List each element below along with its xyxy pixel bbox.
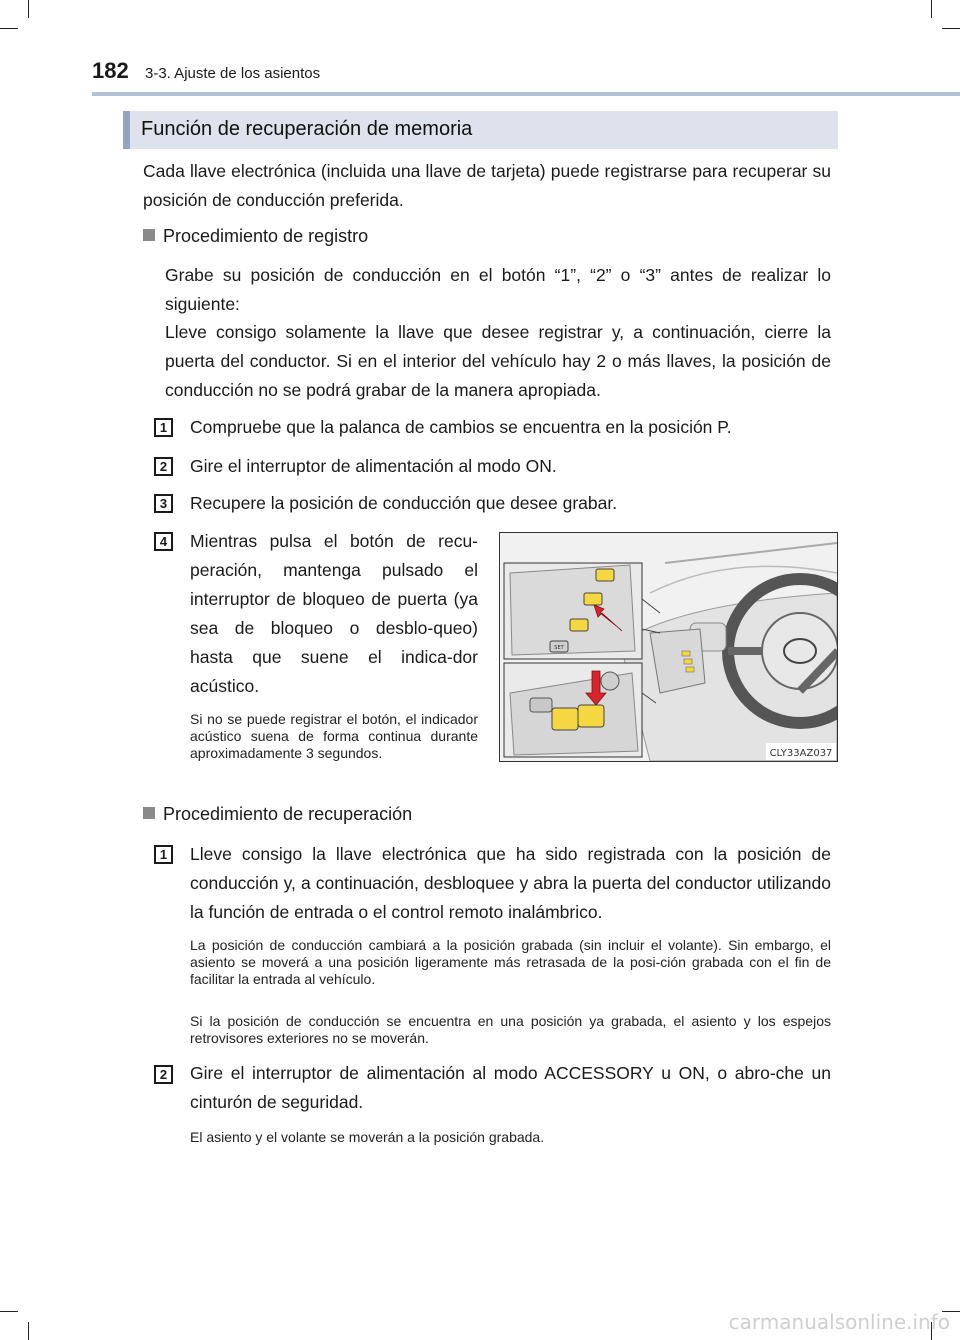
figure-code: CLY33AZ037 <box>769 748 833 759</box>
recuperacion-note-2: Si la posición de conducción se encuentra en una posición ya grabada, el asiento y los espejos retrovisores exteriores no se moverán. <box>190 1013 831 1046</box>
registro-paragraph-1: Grabe su posición de conducción en el botón “1”, “2” o “3” antes de realizar lo siguiente: <box>165 265 831 314</box>
memory-button-1 <box>596 569 614 581</box>
step-badge: 3 <box>154 494 173 513</box>
subheading-text: Procedimiento de registro <box>163 226 369 246</box>
door-unlock-switch <box>578 705 604 727</box>
crop-mark <box>28 0 29 18</box>
memory-button-2 <box>584 593 602 605</box>
step-badge: 2 <box>154 1065 173 1084</box>
registro-paragraph-2: Lleve consigo solamente la llave que desee registrar y, a continuación, cierre la puerta del conductor. Si en el interior del vehículo hay 2 o más llaves, la posición de conducción no se podrá grabar de la manera apropiada. <box>165 322 831 400</box>
section-title-mark <box>123 111 130 149</box>
crop-mark <box>931 0 932 18</box>
crop-mark <box>942 28 960 29</box>
set-button-label: SET <box>554 645 564 651</box>
watermark: carmanualsonline.info <box>728 1310 950 1334</box>
door-lock-switch <box>552 708 578 730</box>
door-switch-figure <box>499 532 838 762</box>
step-badge: 1 <box>154 418 173 437</box>
step-text: Gire el interruptor de alimentación al modo ON. <box>190 456 557 476</box>
door-switch-illustration <box>500 533 837 761</box>
crop-mark <box>0 1311 18 1312</box>
square-bullet-icon <box>143 807 155 819</box>
registro-note: Si no se puede registrar el botón, el indicador acústico suena de forma continua durante aproximadamente 3 segundos. <box>190 711 478 761</box>
section-title-bar <box>123 111 838 149</box>
page-number: 182 <box>92 58 129 83</box>
step-text: Mientras pulsa el botón de recu-peración, mantenga pulsado el interruptor de bloqueo de puerta (ya sea de bloqueo o desblo-queo) hasta que suene el indica-dor acústico. <box>190 531 478 696</box>
section-header: 3-3. Ajuste de los asientos <box>145 65 321 82</box>
subheading-text: Procedimiento de recuperación <box>163 804 413 824</box>
section-title: Función de recuperación de memoria <box>141 118 473 140</box>
memory-button-3 <box>570 619 588 631</box>
square-bullet-icon <box>143 229 155 241</box>
header-rule <box>92 92 960 96</box>
step-text: Compruebe que la palanca de cambios se encuentra en la posición P. <box>190 417 732 437</box>
step-text: Lleve consigo la llave electrónica que ha sido registrada con la posición de conducción y, a continuación, desbloquee y abra la puerta del conductor utilizando la función de entrada o el control remoto inalámbrico. <box>190 844 831 922</box>
step-text: Recupere la posición de conducción que desee grabar. <box>190 493 618 513</box>
step-badge: 2 <box>154 457 173 476</box>
subheading-registro <box>143 226 368 247</box>
subheading-recuperacion <box>143 804 412 825</box>
step-badge: 1 <box>154 845 173 864</box>
recuperacion-note-3: El asiento y el volante se moverán a la posición grabada. <box>190 1129 545 1145</box>
recuperacion-note-1: La posición de conducción cambiará a la posición grabada (sin incluir el volante). Sin embargo, el asiento se moverá a una posición ligeramente más retrasada de la posi-ción grabada con el fin de facilitar la entrada al vehículo. <box>190 937 831 987</box>
step-badge: 4 <box>154 532 173 551</box>
step-text: Gire el interruptor de alimentación al modo ACCESSORY u ON, o abro-che un cinturón de seguridad. <box>190 1063 831 1112</box>
crop-mark <box>28 1322 29 1340</box>
crop-mark <box>0 28 18 29</box>
intro-paragraph: Cada llave electrónica (incluida una llave de tarjeta) puede registrarse para recuperar su posición de conducción preferida. <box>143 161 831 210</box>
